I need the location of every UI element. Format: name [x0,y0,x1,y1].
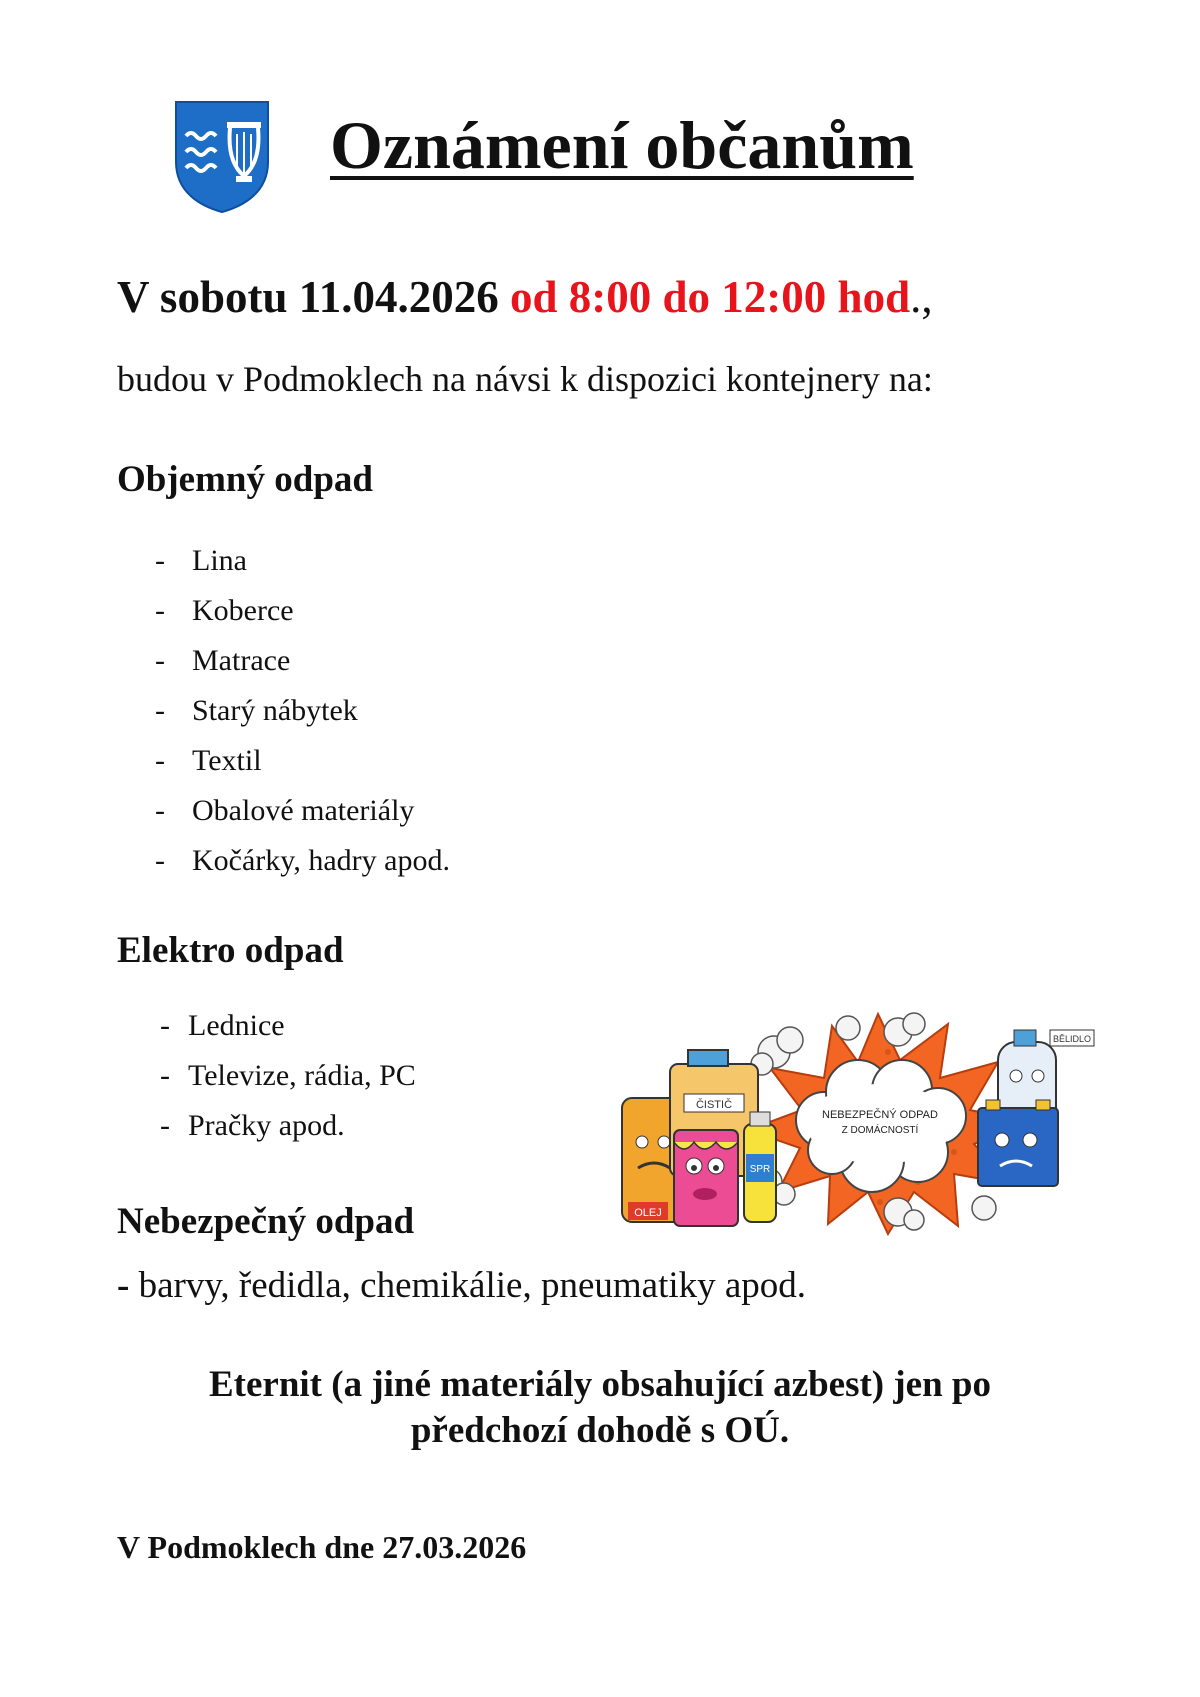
list-dash: - [155,544,165,577]
list-dash: - [155,644,165,677]
asbestos-notice-line1: Eternit (a jiné materiály obsahující azbest) jen po [208,1364,992,1405]
event-date-line [117,270,933,324]
event-intro: budou v Podmoklech na návsi k dispozici kontejnery na: [117,359,933,399]
list-item [155,586,450,636]
list-item-text: Televize, rádia, PC [188,1059,416,1092]
label-spray: SPR [749,1164,771,1175]
list-item-text: Kočárky, hadry apod. [192,844,450,877]
footer-place-date: V Podmoklech dne 27.03.2026 [117,1529,527,1565]
list-item-text: Matrace [192,644,291,677]
cloud-text-line1: NEBEZPEČNÝ ODPAD [822,1109,938,1121]
event-date: V sobotu 11.04.2026 [117,272,499,322]
hazardous-dash: - [117,1265,130,1306]
list-dash: - [155,844,165,877]
list-item [155,686,450,736]
page-title: Oznámení občanům [330,107,914,183]
section-heading-electro: Elektro odpad [117,930,344,971]
list-dash: - [160,1009,170,1042]
list-dash: - [155,794,165,827]
hazardous-waste-illustration [618,1012,1098,1236]
list-item [160,1101,416,1151]
list-item [155,736,450,786]
section-heading-hazardous: Nebezpečný odpad [117,1201,415,1242]
cloud-text-line2: Z DOMÁCNOSTÍ [841,1125,919,1136]
asbestos-notice-line2: předchozí dohodě s OÚ. [410,1410,790,1451]
label-bleach: BĚLIDLO [1052,1034,1092,1044]
list-item-text: Obalové materiály [192,794,415,827]
list-item [155,786,450,836]
hazardous-text: barvy, ředidla, chemikálie, pneumatiky apod. [129,1265,807,1306]
list-item-text: Starý nábytek [192,694,358,727]
hazardous-waste-items [117,1264,806,1308]
list-item-text: Pračky apod. [188,1109,345,1142]
list-item [155,636,450,686]
municipal-crest-icon [174,100,270,214]
list-item-text: Textil [192,744,262,777]
bulky-waste-list [155,536,450,886]
asbestos-notice [117,1362,1083,1454]
list-item [155,836,450,886]
list-dash: - [155,594,165,627]
label-oil: OLEJ [634,1207,662,1219]
list-dash: - [155,694,165,727]
list-item [160,1001,416,1051]
list-dash: - [155,744,165,777]
electro-waste-list [160,1001,416,1151]
list-item [160,1051,416,1101]
event-time-range: od 8:00 do 12:00 hod [510,272,911,322]
event-time-suffix: ., [910,272,933,322]
label-cleaner: ČISTIČ [695,1099,733,1111]
list-dash: - [160,1109,170,1142]
list-dash: - [160,1059,170,1092]
list-item [155,536,450,586]
list-item-text: Lednice [188,1009,285,1042]
list-item-text: Koberce [192,594,294,627]
section-heading-bulky: Objemný odpad [117,459,373,500]
list-item-text: Lina [192,544,247,577]
